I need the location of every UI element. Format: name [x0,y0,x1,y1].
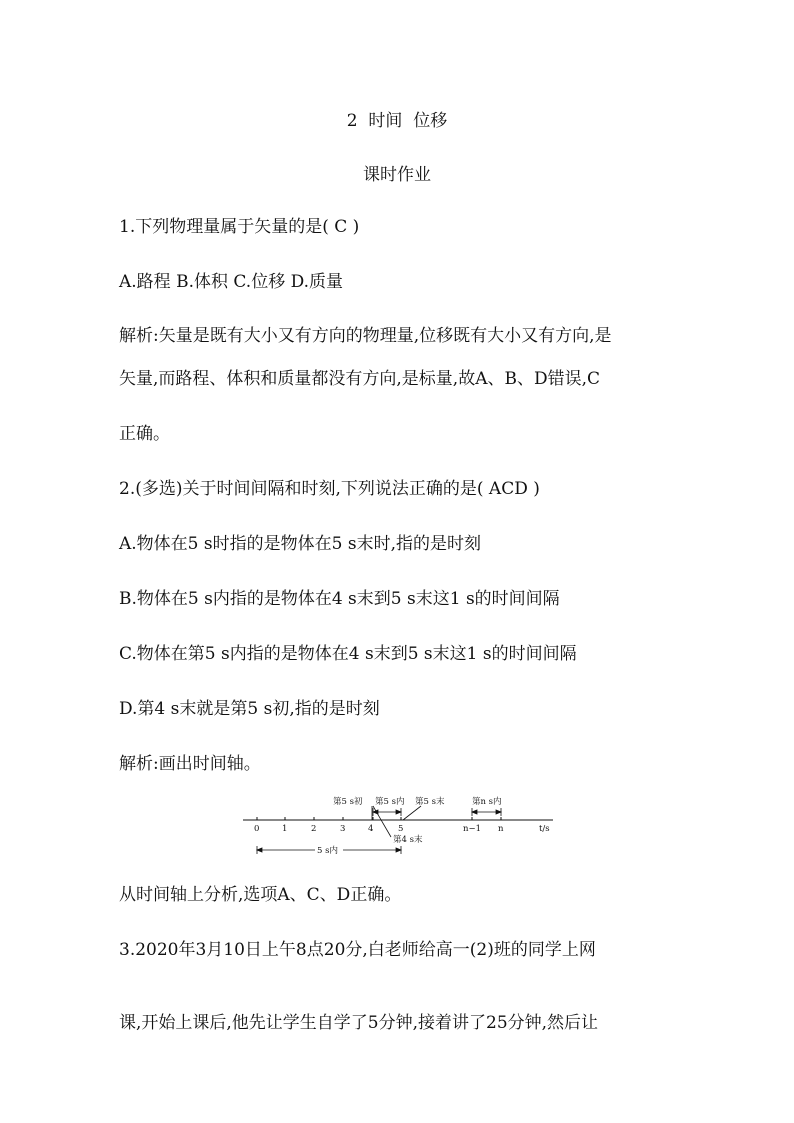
tick-label-n-minus-1: n−1 [463,824,482,834]
axis-unit-label: t/s [539,824,550,834]
tick-label-5: 5 [398,824,404,834]
question-3-line-1: 3.2020年3月10日上午8点20分,白老师给高一(2)班的同学上网 [119,940,596,960]
section-subtitle: 课时作业 [363,165,431,185]
question-1-options: A.路程 B.体积 C.位移 D.质量 [119,272,344,292]
tick-label-3: 3 [340,824,346,834]
time-axis-diagram [235,792,560,862]
interval-ns-within [472,808,501,816]
section-title: 2 时间 位移 [346,111,448,131]
interval-5s-within [373,808,401,816]
question-2-option-b: B.物体在5 s内指的是物体在4 s末到5 s末这1 s的时间间隔 [119,589,560,609]
question-1-analysis-line-2: 矢量,而路程、体积和质量都没有方向,是标量,故A、B、D错误,C [119,369,601,389]
question-3-line-2: 课,开始上课后,他先让学生自学了5分钟,接着讲了25分钟,然后让 [119,1013,599,1033]
label-ns-within: 第n s内 [472,797,502,807]
question-2-stem: 2.(多选)关于时间间隔和时刻,下列说法正确的是( ACD ) [119,479,540,499]
question-2-option-a: A.物体在5 s时指的是物体在5 s末时,指的是时刻 [119,534,481,554]
question-2-conclusion: 从时间轴上分析,选项A、C、D正确。 [119,885,402,905]
tick-label-0: 0 [254,824,260,834]
question-2-option-d: D.第4 s末就是第5 s初,指的是时刻 [119,699,380,719]
question-1-analysis-line-3: 正确。 [119,424,170,444]
label-5s-start: 第5 s初 [333,797,363,807]
tick-label-2: 2 [311,824,317,834]
label-5s-end: 第5 s末 [415,797,445,807]
label-within-5s: 5 s内 [317,846,338,856]
pointer-5s-end [403,806,421,820]
tick-label-4: 4 [368,824,374,834]
tick-label-n: n [498,824,504,834]
question-1-analysis-line-1: 解析:矢量是既有大小又有方向的物理量,位移既有大小又有方向,是 [119,326,612,346]
label-4s-end: 第4 s末 [393,835,423,845]
question-1-stem: 1.下列物理量属于矢量的是( C ) [119,217,360,237]
question-2-option-c: C.物体在第5 s内指的是物体在4 s末到5 s末这1 s的时间间隔 [119,644,577,664]
label-5s-within: 第5 s内 [375,797,405,807]
question-2-analysis: 解析:画出时间轴。 [119,754,261,774]
tick-label-1: 1 [282,824,288,834]
